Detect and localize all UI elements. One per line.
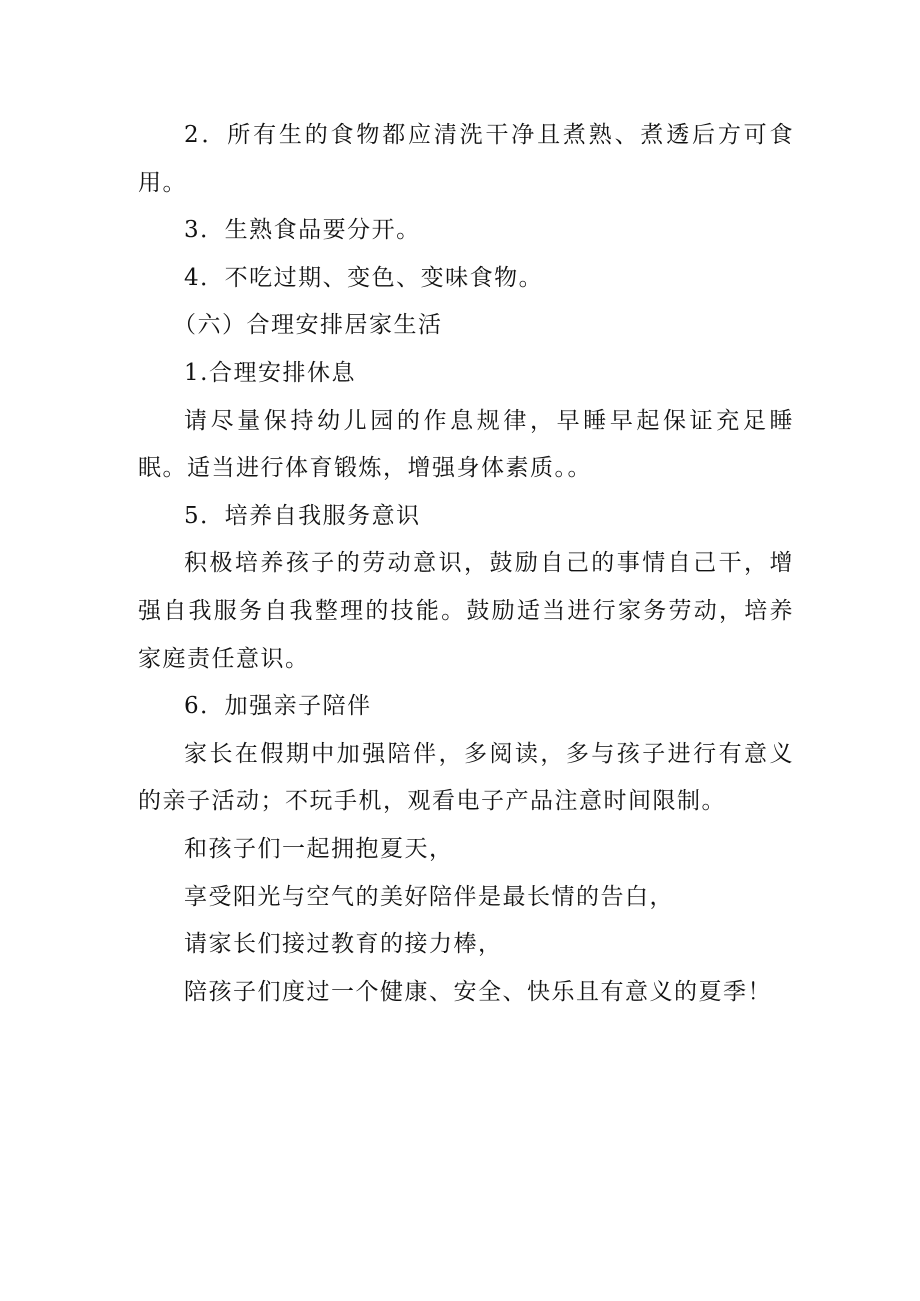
sub-heading-parent-company: 6．加强亲子陪伴 xyxy=(184,693,372,720)
paragraph-parent-company: 家长在假期中加强陪伴，多阅读，多与孩子进行有意义的亲子活动；不玩手机，观看电子产品注意时间限制。 xyxy=(138,740,794,815)
list-item-2: 2．所有生的食物都应清洗干净且煮熟、煮透后方可食用。 xyxy=(138,122,794,196)
paragraph-rest: 请尽量保持幼儿园的作息规律，早睡早起保证充足睡眠。适当进行体育锻炼，增强身体素质。。 xyxy=(138,407,794,482)
sub-heading-rest: 1.合理安排休息 xyxy=(184,359,356,386)
closing-line-3: 请家长们接过教育的接力棒， xyxy=(184,931,503,958)
closing-line-2: 享受阳光与空气的美好陪伴是最长情的告白， xyxy=(184,883,674,910)
sub-heading-self-service: 5．培养自我服务意识 xyxy=(184,502,421,529)
list-item-4: 4．不吃过期、变色、变味食物。 xyxy=(184,264,544,291)
list-item-3: 3．生熟食品要分开。 xyxy=(184,217,421,244)
closing-line-4: 陪孩子们度过一个健康、安全、快乐且有意义的夏季！ xyxy=(184,978,772,1005)
document-page xyxy=(138,112,794,1016)
closing-line-1: 和孩子们一起拥抱夏天， xyxy=(184,835,454,862)
section-heading-6: （六）合理安排居家生活 xyxy=(173,312,443,339)
paragraph-self-service: 积极培养孩子的劳动意识，鼓励自己的事情自己干，增强自我服务自我整理的技能。鼓励适当进行家务劳动，培养家庭责任意识。 xyxy=(138,550,794,672)
